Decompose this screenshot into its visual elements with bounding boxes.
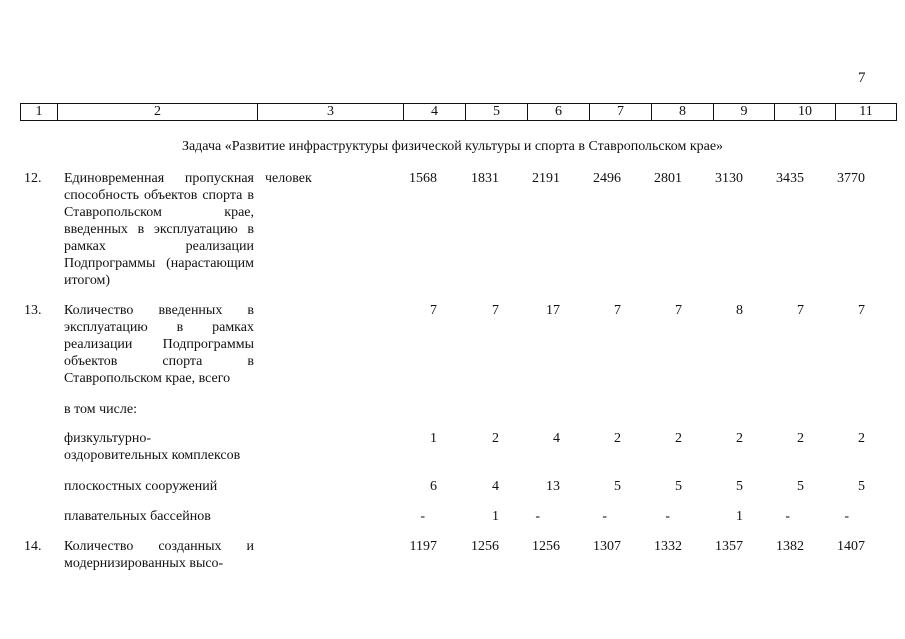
row-value: 2 bbox=[736, 431, 743, 446]
column-number-header bbox=[20, 103, 897, 121]
header-col-2: 2 bbox=[58, 104, 258, 121]
row-value: 7 bbox=[430, 303, 437, 318]
row-value: 1256 bbox=[532, 539, 560, 554]
row-value: 2191 bbox=[532, 171, 560, 186]
row-value: 1332 bbox=[654, 539, 682, 554]
row-description: плоскостных сооружений bbox=[64, 479, 218, 494]
row-value: 4 bbox=[553, 431, 560, 446]
row-value: 1357 bbox=[715, 539, 743, 554]
row-description: Количество введенных в эксплуатацию в рамках реализации Подпрограммы объектов спорта в Ставропольском крае, всего bbox=[64, 303, 254, 386]
row-value: 7 bbox=[614, 303, 621, 318]
header-col-10: 10 bbox=[775, 104, 836, 121]
row-value: 7 bbox=[797, 303, 804, 318]
row-value: 1 bbox=[492, 509, 499, 524]
row-value: 6 bbox=[430, 479, 437, 494]
row-value: 2 bbox=[858, 431, 865, 446]
row-value: 2 bbox=[614, 431, 621, 446]
row-value: 8 bbox=[736, 303, 743, 318]
row-description: Количество созданных и модернизированных высо- bbox=[64, 539, 254, 571]
row-number: 13. bbox=[24, 303, 42, 318]
row-value: 5 bbox=[675, 479, 682, 494]
header-col-7: 7 bbox=[590, 104, 652, 121]
header-col-1: 1 bbox=[21, 104, 58, 121]
row-value: 2 bbox=[675, 431, 682, 446]
row-value: 1256 bbox=[471, 539, 499, 554]
row-value: 1407 bbox=[837, 539, 865, 554]
row-value: - bbox=[420, 509, 425, 524]
row-number: 12. bbox=[24, 171, 42, 186]
row-value: 13 bbox=[546, 479, 560, 494]
row-value: - bbox=[785, 509, 790, 524]
row-value: - bbox=[535, 509, 540, 524]
row-value: 2 bbox=[492, 431, 499, 446]
row-value: 7 bbox=[675, 303, 682, 318]
row-description: в том числе: bbox=[64, 402, 137, 417]
row-value: 3130 bbox=[715, 171, 743, 186]
row-value: - bbox=[665, 509, 670, 524]
row-value: 3770 bbox=[837, 171, 865, 186]
header-col-8: 8 bbox=[652, 104, 714, 121]
row-description: физкультурно-оздоровительных комплексов bbox=[64, 431, 241, 463]
row-value: 1307 bbox=[593, 539, 621, 554]
row-value: 1568 bbox=[409, 171, 437, 186]
header-col-4: 4 bbox=[404, 104, 466, 121]
row-value: 1197 bbox=[409, 539, 437, 554]
header-col-3: 3 bbox=[258, 104, 404, 121]
row-value: 1382 bbox=[776, 539, 804, 554]
row-number: 14. bbox=[24, 539, 42, 554]
row-value: 7 bbox=[858, 303, 865, 318]
row-description: плавательных бассейнов bbox=[64, 509, 211, 524]
row-value: - bbox=[844, 509, 849, 524]
row-value: 5 bbox=[797, 479, 804, 494]
row-value: 17 bbox=[546, 303, 560, 318]
row-value: 1 bbox=[430, 431, 437, 446]
row-value: 5 bbox=[614, 479, 621, 494]
row-value: 5 bbox=[858, 479, 865, 494]
header-col-6: 6 bbox=[528, 104, 590, 121]
row-value: 1 bbox=[736, 509, 743, 524]
header-col-11: 11 bbox=[836, 104, 897, 121]
header-col-5: 5 bbox=[466, 104, 528, 121]
row-description: Единовременная пропускная способность объектов спорта в Ставропольском крае, введенных в эксплуатацию в рамках реализации Подпрограммы (нарастающим итогом) bbox=[64, 171, 254, 288]
row-value: 5 bbox=[736, 479, 743, 494]
row-value: - bbox=[602, 509, 607, 524]
row-value: 4 bbox=[492, 479, 499, 494]
page-number: 7 bbox=[858, 70, 866, 86]
row-value: 2496 bbox=[593, 171, 621, 186]
row-value: 3435 bbox=[776, 171, 804, 186]
section-title: Задача «Развитие инфраструктуры физической культуры и спорта в Ставропольском крае» bbox=[181, 139, 724, 154]
row-value: 1831 bbox=[471, 171, 499, 186]
row-value: 2 bbox=[797, 431, 804, 446]
row-unit: человек bbox=[265, 171, 312, 186]
header-col-9: 9 bbox=[714, 104, 775, 121]
row-value: 7 bbox=[492, 303, 499, 318]
row-value: 2801 bbox=[654, 171, 682, 186]
